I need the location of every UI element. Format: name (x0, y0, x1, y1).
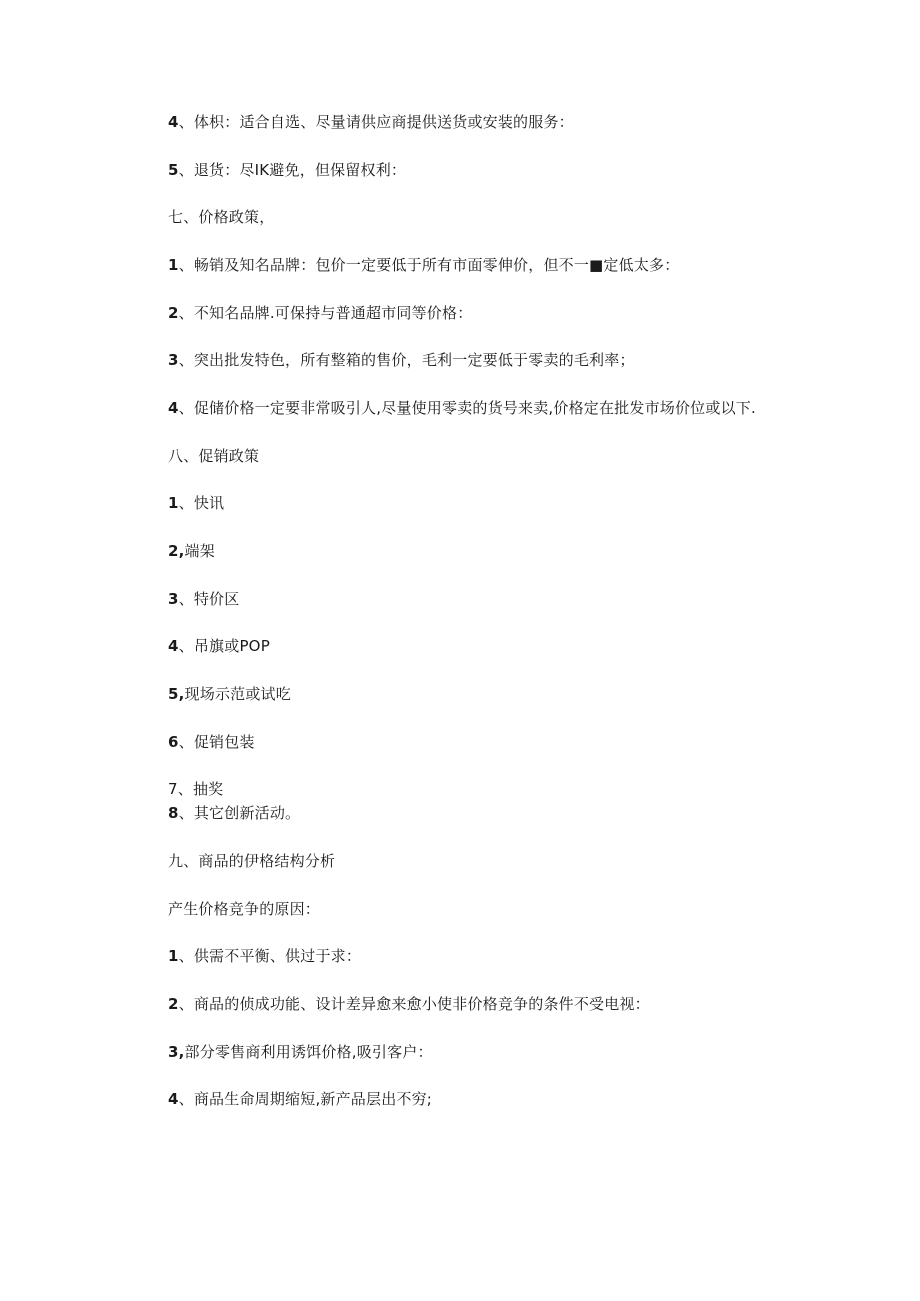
line-text: 、商品的侦成功能、设计差异愈来愈小使非价格竞争的条件不受电视： (178, 995, 650, 1013)
line-number: 3 (168, 351, 179, 369)
text-line (168, 1042, 433, 1062)
line-text: 九、商品的伊格结构分析 (168, 852, 336, 870)
section-heading (168, 446, 259, 466)
text-line (168, 994, 650, 1014)
line-number: 2 (168, 995, 179, 1013)
line-number: 4 (168, 637, 179, 655)
line-number: 4 (168, 399, 179, 417)
text-line (168, 779, 223, 799)
line-number: 3 (168, 590, 179, 608)
text-line (168, 112, 574, 132)
line-text: 、特价区 (178, 590, 240, 608)
line-text: 、体枳：适合自选、尽量请供应商提供送货或安装的服务： (178, 113, 574, 131)
line-text: 、其它创新活动。 (178, 804, 301, 822)
line-number: 4 (168, 113, 179, 131)
text-line (168, 732, 255, 752)
line-number: 5, (168, 685, 185, 703)
text-line (168, 589, 239, 609)
line-text: 七、价格政策， (168, 208, 275, 226)
line-number: 3, (168, 1043, 185, 1061)
text-line (168, 398, 756, 418)
line-number: 2, (168, 542, 185, 560)
text-line (168, 899, 320, 919)
line-text: 、快讯 (178, 494, 225, 512)
text-line (168, 1089, 432, 1109)
line-text: 、商品生命周期缩短,新产品层出不穷; (178, 1090, 433, 1108)
line-text: 、促销包装 (178, 733, 255, 751)
text-line (168, 541, 215, 561)
line-number: 5 (168, 161, 179, 179)
line-text: 八、促销政策 (168, 447, 260, 465)
line-text: 、不知名品牌.可保持与普通超市同等价格： (178, 304, 473, 322)
line-text: 7、抽奖 (168, 780, 224, 798)
text-line (168, 350, 635, 370)
text-line (168, 636, 270, 656)
line-text: 端架 (184, 542, 215, 560)
text-line (168, 160, 406, 180)
line-text: 、促储价格一定要非常吸引人,尽量使用零卖的货号来卖,价格定在批发市场价位或以下. (178, 399, 756, 417)
line-number: 8 (168, 804, 179, 822)
line-text: 、退货：尽IK避免，但保留权利： (178, 161, 407, 179)
line-text: 部分零售商利用诱饵价格,吸引客户： (184, 1043, 433, 1061)
text-line (168, 684, 291, 704)
text-line (168, 255, 679, 275)
line-text: 、畅销及知名品牌：包价一定要低于所有市面零伸价，但不一■定低太多： (178, 256, 680, 274)
section-heading (168, 207, 274, 227)
section-heading (168, 851, 335, 871)
line-text: 、吊旗或POP (178, 637, 270, 655)
line-number: 4 (168, 1090, 179, 1108)
text-line (168, 803, 300, 823)
line-number: 1 (168, 256, 179, 274)
text-line (168, 493, 224, 513)
line-number: 2 (168, 304, 179, 322)
line-text: 现场示范或试吃 (184, 685, 291, 703)
line-text: 产生价格竞争的原因： (168, 900, 321, 918)
text-line (168, 946, 361, 966)
text-line (168, 303, 472, 323)
line-text: 、突出批发特色，所有整箱的售价，毛利一定要低于零卖的毛利率； (178, 351, 635, 369)
line-text: 、供需不平衡、供过于求： (178, 947, 362, 965)
line-number: 1 (168, 947, 179, 965)
line-number: 6 (168, 733, 179, 751)
line-number: 1 (168, 494, 179, 512)
